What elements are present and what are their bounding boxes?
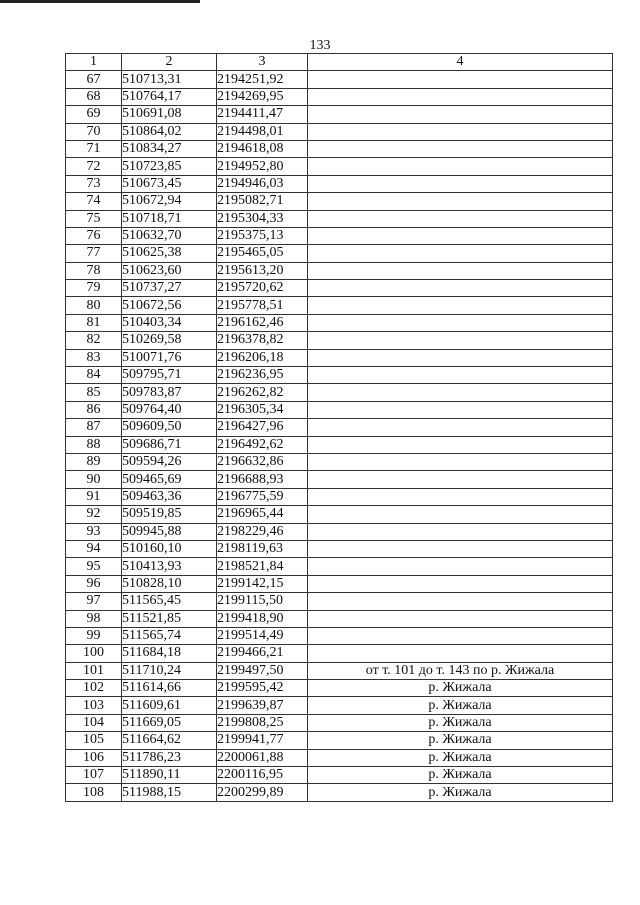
table-row [66,767,613,784]
cell-x-coordinate: 511710,24 [122,662,217,679]
cell-x-coordinate: 510625,38 [122,245,217,262]
cell-x-coordinate: 509594,26 [122,453,217,470]
cell-y-coordinate: 2196492,62 [217,436,308,453]
page-number: 133 [309,38,331,53]
cell-y-coordinate: 2196206,18 [217,349,308,366]
cell-description [308,558,613,575]
cell-description [308,506,613,523]
cell-point-number: 69 [66,106,122,123]
table-row [66,610,613,627]
table-row [66,471,613,488]
column-header-description: 4 [308,54,613,71]
table-row [66,193,613,210]
table-row [66,575,613,592]
cell-description [308,245,613,262]
cell-x-coordinate: 511565,74 [122,627,217,644]
cell-point-number: 106 [66,749,122,766]
cell-y-coordinate: 2200061,88 [217,749,308,766]
cell-x-coordinate: 509465,69 [122,471,217,488]
cell-point-number: 79 [66,280,122,297]
cell-y-coordinate: 2198229,46 [217,523,308,540]
table-row [66,158,613,175]
cell-point-number: 75 [66,210,122,227]
cell-point-number: 85 [66,384,122,401]
cell-description [308,262,613,279]
table-row [66,314,613,331]
cell-description [308,367,613,384]
table-row [66,227,613,244]
cell-y-coordinate: 2199941,77 [217,732,308,749]
cell-point-number: 96 [66,575,122,592]
cell-point-number: 67 [66,71,122,88]
cell-x-coordinate: 510764,17 [122,88,217,105]
cell-y-coordinate: 2194498,01 [217,123,308,140]
cell-x-coordinate: 510828,10 [122,575,217,592]
cell-y-coordinate: 2196632,86 [217,453,308,470]
cell-x-coordinate: 511786,23 [122,749,217,766]
table-row [66,332,613,349]
cell-x-coordinate: 511614,66 [122,680,217,697]
table-row [66,297,613,314]
table-row [66,280,613,297]
cell-y-coordinate: 2195720,62 [217,280,308,297]
cell-point-number: 94 [66,540,122,557]
table-row [66,401,613,418]
cell-y-coordinate: 2199639,87 [217,697,308,714]
table-row [66,749,613,766]
cell-y-coordinate: 2194952,80 [217,158,308,175]
cell-point-number: 87 [66,419,122,436]
cell-y-coordinate: 2200116,95 [217,767,308,784]
cell-description [308,332,613,349]
cell-x-coordinate: 510632,70 [122,227,217,244]
cell-description [308,106,613,123]
cell-x-coordinate: 510403,34 [122,314,217,331]
cell-point-number: 68 [66,88,122,105]
cell-description: р. Жижала [308,680,613,697]
cell-description [308,384,613,401]
cell-x-coordinate: 511988,15 [122,784,217,801]
table-row [66,732,613,749]
cell-description [308,349,613,366]
cell-x-coordinate: 510672,94 [122,193,217,210]
cell-point-number: 105 [66,732,122,749]
column-header-y: 3 [217,54,308,71]
cell-description [308,280,613,297]
cell-point-number: 71 [66,140,122,157]
cell-point-number: 77 [66,245,122,262]
cell-point-number: 74 [66,193,122,210]
table-row [66,540,613,557]
table-row [66,488,613,505]
cell-y-coordinate: 2194269,95 [217,88,308,105]
table-row [66,88,613,105]
cell-x-coordinate: 510623,60 [122,262,217,279]
table-row [66,627,613,644]
cell-x-coordinate: 511684,18 [122,645,217,662]
cell-x-coordinate: 509945,88 [122,523,217,540]
table-row [66,506,613,523]
cell-x-coordinate: 510269,58 [122,332,217,349]
cell-description: от т. 101 до т. 143 по р. Жижала [308,662,613,679]
cell-y-coordinate: 2195613,20 [217,262,308,279]
cell-x-coordinate: 509609,50 [122,419,217,436]
header-rule [0,0,200,3]
cell-x-coordinate: 510672,56 [122,297,217,314]
table-row [66,71,613,88]
cell-description: р. Жижала [308,714,613,731]
cell-y-coordinate: 2194411,47 [217,106,308,123]
table-row [66,210,613,227]
cell-point-number: 81 [66,314,122,331]
cell-x-coordinate: 509463,36 [122,488,217,505]
cell-x-coordinate: 509783,87 [122,384,217,401]
table-row [66,123,613,140]
cell-description [308,419,613,436]
cell-y-coordinate: 2196965,44 [217,506,308,523]
table-row [66,662,613,679]
cell-point-number: 86 [66,401,122,418]
cell-point-number: 76 [66,227,122,244]
table-row [66,436,613,453]
cell-x-coordinate: 510834,27 [122,140,217,157]
cell-point-number: 102 [66,680,122,697]
cell-description [308,593,613,610]
cell-x-coordinate: 509519,85 [122,506,217,523]
cell-description [308,227,613,244]
cell-x-coordinate: 510160,10 [122,540,217,557]
cell-x-coordinate: 509686,71 [122,436,217,453]
cell-point-number: 98 [66,610,122,627]
cell-x-coordinate: 511664,62 [122,732,217,749]
cell-description [308,523,613,540]
table-row [66,367,613,384]
cell-point-number: 103 [66,697,122,714]
cell-x-coordinate: 511890,11 [122,767,217,784]
table-row [66,384,613,401]
cell-description [308,88,613,105]
cell-x-coordinate: 509795,71 [122,367,217,384]
cell-x-coordinate: 510413,93 [122,558,217,575]
table-row [66,645,613,662]
table-row [66,697,613,714]
cell-description [308,210,613,227]
table-row [66,558,613,575]
cell-x-coordinate: 510723,85 [122,158,217,175]
cell-description [308,123,613,140]
cell-description [308,71,613,88]
table-row [66,419,613,436]
cell-point-number: 80 [66,297,122,314]
cell-y-coordinate: 2196262,82 [217,384,308,401]
cell-description: р. Жижала [308,784,613,801]
cell-description [308,175,613,192]
cell-point-number: 95 [66,558,122,575]
cell-x-coordinate: 511521,85 [122,610,217,627]
table-row [66,245,613,262]
cell-point-number: 84 [66,367,122,384]
cell-y-coordinate: 2198119,63 [217,540,308,557]
table-row [66,262,613,279]
cell-point-number: 107 [66,767,122,784]
cell-point-number: 104 [66,714,122,731]
cell-x-coordinate: 510673,45 [122,175,217,192]
cell-y-coordinate: 2199466,21 [217,645,308,662]
cell-description: р. Жижала [308,697,613,714]
cell-y-coordinate: 2199808,25 [217,714,308,731]
cell-y-coordinate: 2195082,71 [217,193,308,210]
cell-x-coordinate: 511609,61 [122,697,217,714]
cell-y-coordinate: 2199497,50 [217,662,308,679]
cell-description [308,610,613,627]
table-row [66,680,613,697]
cell-description: р. Жижала [308,732,613,749]
cell-description [308,401,613,418]
cell-y-coordinate: 2196688,93 [217,471,308,488]
cell-y-coordinate: 2199115,50 [217,593,308,610]
table-row [66,106,613,123]
column-header-point: 1 [66,54,122,71]
cell-point-number: 72 [66,158,122,175]
cell-y-coordinate: 2196775,59 [217,488,308,505]
cell-y-coordinate: 2195778,51 [217,297,308,314]
cell-point-number: 101 [66,662,122,679]
table-row [66,714,613,731]
cell-y-coordinate: 2196305,34 [217,401,308,418]
cell-point-number: 70 [66,123,122,140]
cell-y-coordinate: 2198521,84 [217,558,308,575]
cell-description [308,436,613,453]
cell-point-number: 92 [66,506,122,523]
cell-point-number: 108 [66,784,122,801]
cell-y-coordinate: 2196236,95 [217,367,308,384]
cell-y-coordinate: 2195375,13 [217,227,308,244]
cell-y-coordinate: 2200299,89 [217,784,308,801]
cell-description [308,488,613,505]
cell-y-coordinate: 2195465,05 [217,245,308,262]
table-row [66,523,613,540]
cell-description [308,471,613,488]
table-row [66,453,613,470]
cell-description [308,453,613,470]
cell-x-coordinate: 511565,45 [122,593,217,610]
cell-x-coordinate: 510737,27 [122,280,217,297]
cell-point-number: 97 [66,593,122,610]
table-row [66,349,613,366]
table-row [66,784,613,801]
cell-description [308,540,613,557]
cell-y-coordinate: 2194251,92 [217,71,308,88]
cell-description [308,627,613,644]
cell-y-coordinate: 2194946,03 [217,175,308,192]
cell-description [308,297,613,314]
cell-x-coordinate: 510071,76 [122,349,217,366]
cell-point-number: 88 [66,436,122,453]
cell-y-coordinate: 2199142,15 [217,575,308,592]
cell-description [308,193,613,210]
cell-description: р. Жижала [308,749,613,766]
cell-y-coordinate: 2196427,96 [217,419,308,436]
table-row [66,593,613,610]
table-body [66,71,613,801]
cell-point-number: 73 [66,175,122,192]
coordinates-table [65,53,613,802]
table-header-row [66,54,613,71]
cell-y-coordinate: 2194618,08 [217,140,308,157]
cell-x-coordinate: 511669,05 [122,714,217,731]
cell-x-coordinate: 509764,40 [122,401,217,418]
cell-description [308,645,613,662]
cell-point-number: 89 [66,453,122,470]
cell-y-coordinate: 2196162,46 [217,314,308,331]
cell-description: р. Жижала [308,767,613,784]
cell-description [308,575,613,592]
cell-x-coordinate: 510713,31 [122,71,217,88]
cell-point-number: 91 [66,488,122,505]
cell-point-number: 99 [66,627,122,644]
cell-description [308,140,613,157]
table-row [66,140,613,157]
cell-point-number: 100 [66,645,122,662]
cell-point-number: 90 [66,471,122,488]
cell-x-coordinate: 510691,08 [122,106,217,123]
cell-description [308,314,613,331]
cell-point-number: 93 [66,523,122,540]
cell-x-coordinate: 510864,02 [122,123,217,140]
cell-y-coordinate: 2199514,49 [217,627,308,644]
cell-y-coordinate: 2195304,33 [217,210,308,227]
cell-y-coordinate: 2196378,82 [217,332,308,349]
cell-x-coordinate: 510718,71 [122,210,217,227]
cell-point-number: 83 [66,349,122,366]
cell-description [308,158,613,175]
cell-y-coordinate: 2199595,42 [217,680,308,697]
column-header-x: 2 [122,54,217,71]
table-row [66,175,613,192]
cell-point-number: 78 [66,262,122,279]
cell-y-coordinate: 2199418,90 [217,610,308,627]
cell-point-number: 82 [66,332,122,349]
